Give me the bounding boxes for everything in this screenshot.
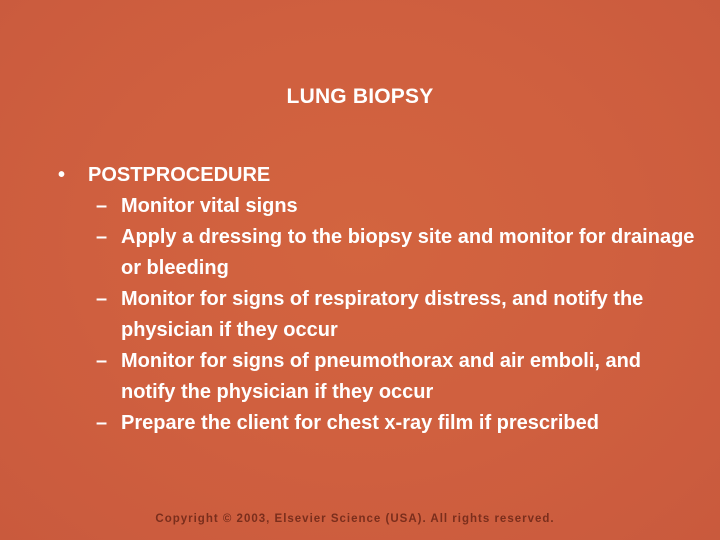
dash-icon: – bbox=[96, 412, 108, 434]
bullet-heading: POSTPROCEDURE bbox=[88, 164, 271, 186]
sub-bullet-item bbox=[96, 284, 698, 346]
sub-bullet-item bbox=[96, 222, 698, 284]
sub-bullet-item bbox=[96, 346, 698, 408]
dash-icon: – bbox=[96, 226, 108, 248]
sub-bullet-text: Apply a dressing to the biopsy site and monitor for drainage or bleeding bbox=[121, 226, 695, 279]
sub-bullet-list bbox=[96, 191, 698, 439]
dash-icon: – bbox=[96, 195, 108, 217]
slide-content bbox=[58, 160, 698, 439]
sub-bullet-item bbox=[96, 408, 698, 439]
copyright-footer: Copyright © 2003, Elsevier Science (USA). All rights reserved. bbox=[155, 513, 555, 525]
sub-bullet-item bbox=[96, 191, 698, 222]
slide-title: LUNG BIOPSY bbox=[286, 85, 434, 108]
sub-bullet-text: Monitor for signs of respiratory distress, and notify the physician if they occur bbox=[121, 288, 644, 341]
sub-bullet-text: Monitor vital signs bbox=[121, 195, 298, 217]
bullet-postprocedure bbox=[58, 160, 698, 191]
dash-icon: – bbox=[96, 350, 108, 372]
bullet-dot-icon: • bbox=[58, 164, 66, 186]
dash-icon: – bbox=[96, 288, 108, 310]
sub-bullet-text: Monitor for signs of pneumothorax and air emboli, and notify the physician if they occur bbox=[121, 350, 642, 403]
sub-bullet-text: Prepare the client for chest x-ray film if prescribed bbox=[121, 412, 599, 434]
